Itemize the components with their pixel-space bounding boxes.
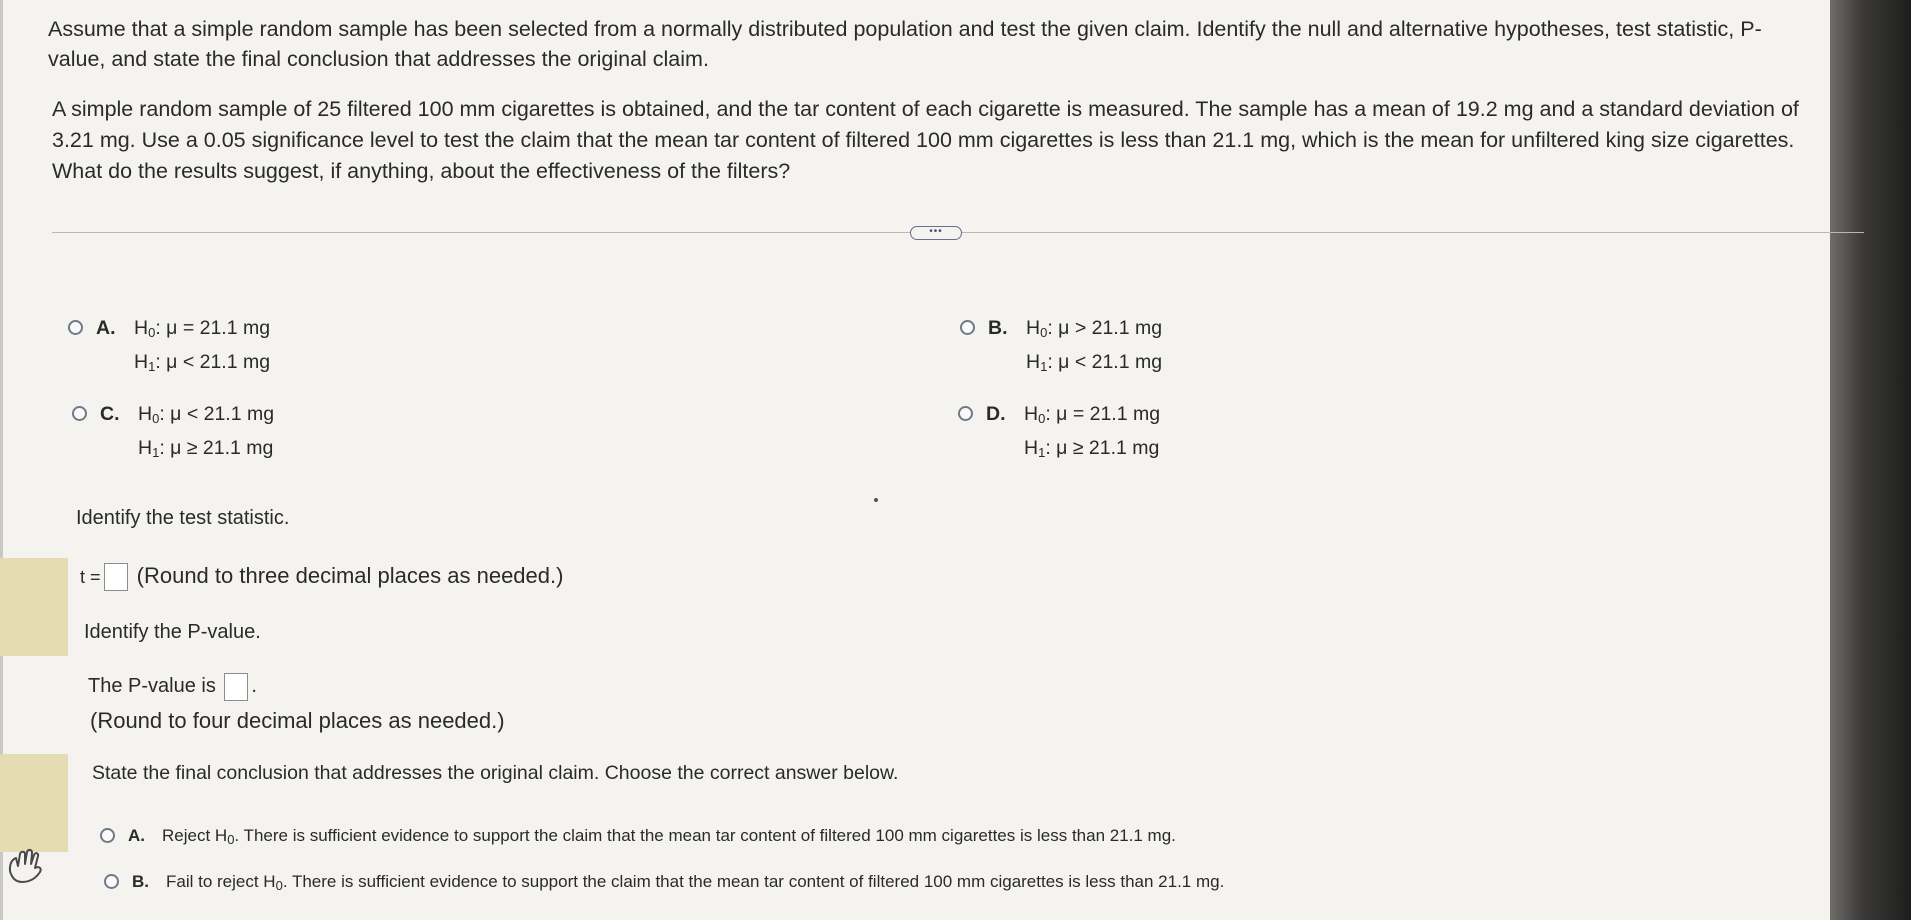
option-letter: D.	[986, 403, 1006, 425]
null-hypothesis: $H_0$: μ < 21.1 mg	[138, 403, 275, 426]
p-value-prompt: Identify the P-value.	[84, 621, 261, 643]
test-statistic-prompt: Identify the test statistic.	[76, 507, 290, 529]
radio-button[interactable]	[960, 320, 975, 335]
null-hypothesis: $H_0$: μ > 21.1 mg	[1026, 317, 1163, 340]
option-letter: A.	[96, 317, 116, 339]
p-value-label: The P-value is	[88, 675, 216, 697]
alternative-hypothesis: $H_1$: μ < 21.1 mg	[134, 351, 271, 374]
option-letter: B.	[132, 872, 149, 891]
more-options-button[interactable]: •••	[910, 226, 962, 240]
hand-pointer-icon[interactable]	[4, 846, 50, 886]
conclusion-prompt: State the final conclusion that addresses the original claim. Choose the correct answer below.	[92, 762, 899, 784]
rounding-hint: (Round to three decimal places as needed.)	[136, 563, 564, 588]
test-statistic-row	[80, 561, 563, 592]
p-value-period: .	[251, 675, 257, 697]
null-hypothesis: $H_0$: μ = 21.1 mg	[134, 317, 271, 340]
p-value-input[interactable]	[224, 673, 248, 701]
rounding-hint: (Round to four decimal places as needed.)	[90, 708, 505, 733]
radio-button[interactable]	[72, 406, 87, 421]
radio-button[interactable]	[104, 874, 119, 889]
alternative-hypothesis: $H_1$: μ ≥ 21.1 mg	[1024, 437, 1160, 460]
t-label: t =	[80, 567, 101, 587]
screen-speck	[874, 498, 878, 502]
option-text: Fail to reject $H_0$. There is sufficient evidence to support the claim that the mean tar content of filtered 100 mm cigarettes is less than 21.1 mg.	[166, 872, 1225, 893]
p-value-row	[88, 671, 257, 701]
option-letter: C.	[100, 403, 120, 425]
radio-button[interactable]	[68, 320, 83, 335]
option-letter: A.	[128, 826, 145, 845]
radio-button[interactable]	[100, 828, 115, 843]
instructions-text: Assume that a simple random sample has been selected from a normally distributed population and test the given claim. Identify the null and alternative hypotheses, test statistic, P-value, and state the final conclusion that addresses the original claim.	[48, 17, 1762, 71]
option-text: Reject $H_0$. There is sufficient evidence to support the claim that the mean tar content of filtered 100 mm cigarettes is less than 21.1 mg.	[162, 826, 1176, 847]
alternative-hypothesis: $H_1$: μ ≥ 21.1 mg	[138, 437, 274, 460]
option-letter: B.	[988, 317, 1008, 339]
screen-edge	[1830, 0, 1911, 920]
radio-button[interactable]	[958, 406, 973, 421]
answer-highlight-strip	[0, 558, 68, 656]
test-statistic-input[interactable]	[104, 563, 128, 591]
alternative-hypothesis: $H_1$: μ < 21.1 mg	[1026, 351, 1163, 374]
answer-highlight-strip	[0, 754, 68, 852]
null-hypothesis: $H_0$: μ = 21.1 mg	[1024, 403, 1161, 426]
problem-text: A simple random sample of 25 filtered 100 mm cigarettes is obtained, and the tar content of each cigarette is measured. The sample has a mean of 19.2 mg and a standard deviation of 3.21 mg. Use a 0.05 significance level to test the claim that the mean tar content of filtered 100 mm cigarettes is less than 21.1 mg, which is the mean for unfiltered king size cigarettes. What do the results suggest, if anything, about the effectiveness of the filters?	[52, 97, 1799, 183]
